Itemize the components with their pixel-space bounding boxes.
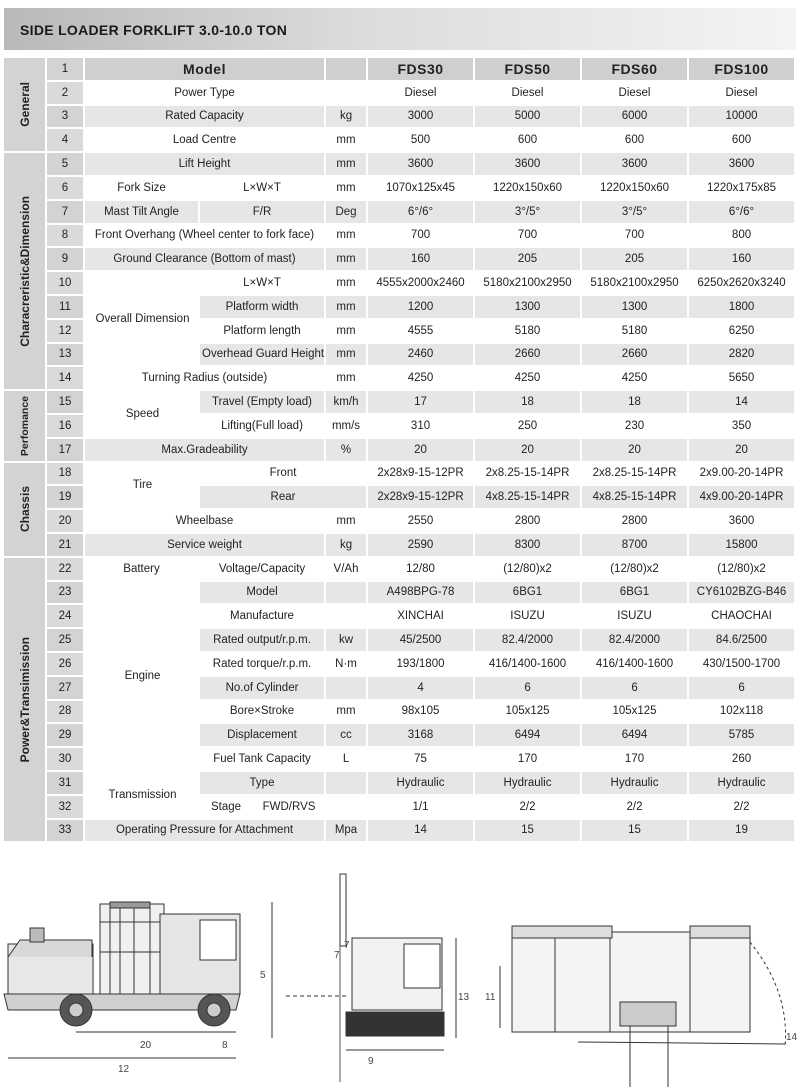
value-cell: 350 — [689, 415, 796, 439]
row-sublabel: Manufacture — [200, 605, 326, 629]
value-cell: Hydraulic — [475, 772, 582, 796]
row-sublabel: Type — [200, 772, 326, 796]
value-cell: 15800 — [689, 534, 796, 558]
value-cell: 6494 — [475, 724, 582, 748]
value-cell: 1070x125x45 — [368, 177, 475, 201]
category-characteristic: Characreristic&Dimension — [4, 153, 47, 391]
row-operating-pressure — [4, 820, 796, 844]
value-cell: 15 — [582, 820, 689, 844]
row-number: 21 — [47, 534, 85, 558]
value-cell: 2x28x9-15-12PR — [368, 463, 475, 487]
dim-height: 5 — [260, 970, 266, 981]
header-model-fds100: FDS100 — [689, 58, 796, 82]
value-cell: 4x8.25-15-14PR — [582, 486, 689, 510]
row-number: 30 — [47, 748, 85, 772]
row-unit — [326, 796, 368, 820]
dim-guard: 13 — [458, 992, 470, 1003]
value-cell: 17 — [368, 391, 475, 415]
value-cell: 1220x150x60 — [582, 177, 689, 201]
row-sublabel: Overhead Guard Height — [200, 344, 326, 368]
row-unit: mm — [326, 177, 368, 201]
value-cell: CHAOCHAI — [689, 605, 796, 629]
row-overall-dimension — [4, 272, 796, 296]
row-service-weight — [4, 534, 796, 558]
row-wheelbase — [4, 510, 796, 534]
row-unit: Deg — [326, 201, 368, 225]
header-model-label: Model — [85, 58, 326, 82]
category-power: Power&Transimission — [4, 558, 47, 844]
row-label: Front Overhang (Wheel center to fork face) — [85, 225, 326, 249]
value-cell: 3600 — [689, 510, 796, 534]
value-cell: 75 — [368, 748, 475, 772]
category-general: General — [4, 58, 47, 153]
row-lift-height — [4, 153, 796, 177]
row-unit: mm — [326, 510, 368, 534]
value-cell: 205 — [582, 248, 689, 272]
row-number: 15 — [47, 391, 85, 415]
value-cell: 160 — [689, 248, 796, 272]
row-label: Service weight — [85, 534, 326, 558]
value-cell: 4x9.00-20-14PR — [689, 486, 796, 510]
value-cell: 20 — [689, 439, 796, 463]
row-battery — [4, 558, 796, 582]
value-cell: 230 — [582, 415, 689, 439]
row-number: 31 — [47, 772, 85, 796]
row-number: 8 — [47, 225, 85, 249]
row-number: 17 — [47, 439, 85, 463]
row-label: Turning Radius (outside) — [85, 367, 326, 391]
value-cell: 5180 — [582, 320, 689, 344]
row-power-type — [4, 82, 796, 106]
value-cell: 98x105 — [368, 701, 475, 725]
value-cell: 6000 — [582, 106, 689, 130]
row-unit: kg — [326, 534, 368, 558]
row-number: 27 — [47, 677, 85, 701]
value-cell: 193/1800 — [368, 653, 475, 677]
value-cell: 2590 — [368, 534, 475, 558]
value-cell: 600 — [475, 129, 582, 153]
value-cell: 102x118 — [689, 701, 796, 725]
row-label: Tire — [85, 463, 200, 511]
row-load-centre — [4, 129, 796, 153]
value-cell: 170 — [475, 748, 582, 772]
document-title: SIDE LOADER FORKLIFT 3.0-10.0 TON — [20, 22, 288, 38]
row-number: 20 — [47, 510, 85, 534]
header-unit — [326, 58, 368, 82]
value-cell: 800 — [689, 225, 796, 249]
category-chassis: Chassis — [4, 463, 47, 558]
value-cell: 700 — [475, 225, 582, 249]
row-sublabel: No.of Cylinder — [200, 677, 326, 701]
value-cell: 416/1400-1600 — [582, 653, 689, 677]
value-cell: 3168 — [368, 724, 475, 748]
value-cell: 500 — [368, 129, 475, 153]
dim-tilt-a: 7 — [334, 950, 340, 961]
row-unit: mm — [326, 344, 368, 368]
header-model-fds50: FDS50 — [475, 58, 582, 82]
value-cell: 1300 — [475, 296, 582, 320]
row-number: 33 — [47, 820, 85, 844]
row-sublabel: Travel (Empty load) — [200, 391, 326, 415]
row-unit: mm — [326, 153, 368, 177]
row-sublabel: Platform width — [200, 296, 326, 320]
value-cell: 4555 — [368, 320, 475, 344]
row-front-overhang — [4, 225, 796, 249]
value-cell: 6°/6° — [689, 201, 796, 225]
top-view-drawing — [485, 926, 798, 1087]
value-cell: 5650 — [689, 367, 796, 391]
value-cell: 2660 — [475, 344, 582, 368]
value-cell: 3°/5° — [582, 201, 689, 225]
row-number: 25 — [47, 629, 85, 653]
row-label: Load Centre — [85, 129, 326, 153]
value-cell: 5180x2100x2950 — [582, 272, 689, 296]
row-unit — [326, 677, 368, 701]
row-speed-travel — [4, 391, 796, 415]
value-cell: 416/1400-1600 — [475, 653, 582, 677]
value-cell: 84.6/2500 — [689, 629, 796, 653]
drawing-canvas — [0, 862, 800, 1091]
value-cell: 600 — [582, 129, 689, 153]
value-cell: 18 — [582, 391, 689, 415]
row-sublabel: Lifting(Full load) — [200, 415, 326, 439]
row-sublabel-2: FWD/RVS — [254, 796, 326, 820]
value-cell: 4 — [368, 677, 475, 701]
row-sublabel: Fuel Tank Capacity — [200, 748, 326, 772]
row-unit: mm — [326, 367, 368, 391]
row-turning-radius — [4, 367, 796, 391]
row-sublabel: Rated output/r.p.m. — [200, 629, 326, 653]
value-cell: (12/80)x2 — [475, 558, 582, 582]
row-number: 22 — [47, 558, 85, 582]
value-cell: 6°/6° — [368, 201, 475, 225]
row-label: Lift Height — [85, 153, 326, 177]
row-unit: mm — [326, 296, 368, 320]
row-number: 5 — [47, 153, 85, 177]
row-number: 1 — [47, 58, 85, 82]
technical-drawings — [0, 862, 800, 1091]
value-cell: 82.4/2000 — [475, 629, 582, 653]
row-unit: L — [326, 748, 368, 772]
row-transmission-type — [4, 772, 796, 796]
row-label: Wheelbase — [85, 510, 326, 534]
title-banner — [4, 8, 796, 50]
row-label: Transmission — [85, 772, 200, 820]
value-cell: 3600 — [582, 153, 689, 177]
row-unit: mm — [326, 129, 368, 153]
value-cell: Diesel — [689, 82, 796, 106]
value-cell: 5785 — [689, 724, 796, 748]
row-label: Rated Capacity — [85, 106, 326, 130]
value-cell: 3600 — [689, 153, 796, 177]
value-cell: 45/2500 — [368, 629, 475, 653]
row-sublabel: Stage — [200, 796, 254, 820]
row-number: 6 — [47, 177, 85, 201]
row-unit: km/h — [326, 391, 368, 415]
value-cell: 5000 — [475, 106, 582, 130]
value-cell: 2x28x9-15-12PR — [368, 486, 475, 510]
row-number: 4 — [47, 129, 85, 153]
row-sublabel: Bore×Stroke — [200, 701, 326, 725]
row-number: 14 — [47, 367, 85, 391]
row-sublabel: Voltage/Capacity — [200, 558, 326, 582]
value-cell: (12/80)x2 — [689, 558, 796, 582]
value-cell: 430/1500-1700 — [689, 653, 796, 677]
value-cell: 8300 — [475, 534, 582, 558]
row-unit: % — [326, 439, 368, 463]
value-cell: 205 — [475, 248, 582, 272]
value-cell: 2460 — [368, 344, 475, 368]
value-cell: 2800 — [582, 510, 689, 534]
value-cell: 105x125 — [582, 701, 689, 725]
value-cell: A498BPG-78 — [368, 582, 475, 606]
value-cell: 105x125 — [475, 701, 582, 725]
row-label: Power Type — [85, 82, 326, 106]
row-sublabel: F/R — [200, 201, 326, 225]
row-label: Mast Tilt Angle — [85, 201, 200, 225]
row-number: 9 — [47, 248, 85, 272]
header-row — [4, 58, 796, 82]
value-cell: 4250 — [582, 367, 689, 391]
row-sublabel: Rated torque/r.p.m. — [200, 653, 326, 677]
row-tire-front — [4, 463, 796, 487]
value-cell: 160 — [368, 248, 475, 272]
row-label: Engine — [85, 582, 200, 772]
value-cell: 6BG1 — [582, 582, 689, 606]
value-cell: 4250 — [368, 367, 475, 391]
value-cell: Hydraulic — [582, 772, 689, 796]
row-number: 24 — [47, 605, 85, 629]
row-number: 28 — [47, 701, 85, 725]
value-cell: Diesel — [368, 82, 475, 106]
dim-wheelbase: 20 — [140, 1040, 152, 1051]
value-cell: 82.4/2000 — [582, 629, 689, 653]
row-mast-tilt — [4, 201, 796, 225]
value-cell: 2x9.00-20-14PR — [689, 463, 796, 487]
row-label: Fork Size — [85, 177, 200, 201]
front-view-drawing — [260, 874, 470, 1082]
value-cell: 5180x2100x2950 — [475, 272, 582, 296]
row-label: Ground Clearance (Bottom of mast) — [85, 248, 326, 272]
row-unit — [326, 772, 368, 796]
value-cell: 1/1 — [368, 796, 475, 820]
dim-radius: 14 — [786, 1032, 798, 1043]
value-cell: 12/80 — [368, 558, 475, 582]
value-cell: 600 — [689, 129, 796, 153]
header-model-fds60: FDS60 — [582, 58, 689, 82]
row-number: 3 — [47, 106, 85, 130]
value-cell: 700 — [582, 225, 689, 249]
value-cell: 2660 — [582, 344, 689, 368]
value-cell: 6 — [475, 677, 582, 701]
value-cell: 1200 — [368, 296, 475, 320]
row-number: 19 — [47, 486, 85, 510]
value-cell: 2/2 — [475, 796, 582, 820]
value-cell: 4x8.25-15-14PR — [475, 486, 582, 510]
row-number: 18 — [47, 463, 85, 487]
value-cell: 20 — [475, 439, 582, 463]
value-cell: ISUZU — [475, 605, 582, 629]
value-cell: 18 — [475, 391, 582, 415]
row-unit: mm — [326, 701, 368, 725]
value-cell: 4250 — [475, 367, 582, 391]
value-cell: 19 — [689, 820, 796, 844]
row-unit: mm — [326, 248, 368, 272]
value-cell: 1800 — [689, 296, 796, 320]
value-cell: 20 — [582, 439, 689, 463]
row-unit: kg — [326, 106, 368, 130]
value-cell: 2/2 — [582, 796, 689, 820]
row-fork-size — [4, 177, 796, 201]
value-cell: Hydraulic — [368, 772, 475, 796]
value-cell: 6 — [689, 677, 796, 701]
category-performance: Perfomance — [4, 391, 47, 462]
row-number: 32 — [47, 796, 85, 820]
row-label: Max.Gradeability — [85, 439, 326, 463]
row-label: Battery — [85, 558, 200, 582]
row-number: 16 — [47, 415, 85, 439]
value-cell: 14 — [368, 820, 475, 844]
row-sublabel: L×W×T — [200, 272, 326, 296]
row-unit: kw — [326, 629, 368, 653]
value-cell: (12/80)x2 — [582, 558, 689, 582]
value-cell: 4555x2000x2460 — [368, 272, 475, 296]
value-cell: XINCHAI — [368, 605, 475, 629]
row-label: Operating Pressure for Attachment — [85, 820, 326, 844]
row-unit: mm/s — [326, 415, 368, 439]
row-sublabel: L×W×T — [200, 177, 326, 201]
value-cell: 1300 — [582, 296, 689, 320]
value-cell: 1220x150x60 — [475, 177, 582, 201]
value-cell: 310 — [368, 415, 475, 439]
value-cell: 3600 — [475, 153, 582, 177]
value-cell: 6250x2620x3240 — [689, 272, 796, 296]
value-cell: ISUZU — [582, 605, 689, 629]
value-cell: 2x8.25-15-14PR — [582, 463, 689, 487]
spec-table — [4, 58, 796, 843]
row-number: 23 — [47, 582, 85, 606]
value-cell: 2800 — [475, 510, 582, 534]
dim-overhang: 8 — [222, 1040, 228, 1051]
value-cell: 3600 — [368, 153, 475, 177]
value-cell: 6494 — [582, 724, 689, 748]
value-cell: 10000 — [689, 106, 796, 130]
value-cell: 14 — [689, 391, 796, 415]
value-cell: 15 — [475, 820, 582, 844]
value-cell: 260 — [689, 748, 796, 772]
row-unit: Mpa — [326, 820, 368, 844]
row-number: 29 — [47, 724, 85, 748]
row-unit: mm — [326, 320, 368, 344]
value-cell: 700 — [368, 225, 475, 249]
row-number: 12 — [47, 320, 85, 344]
dim-tilt-b: 7 — [344, 940, 350, 951]
row-label: Speed — [85, 391, 200, 439]
row-unit — [326, 605, 368, 629]
dim-length: 12 — [118, 1064, 130, 1075]
row-max-gradeability — [4, 439, 796, 463]
row-number: 7 — [47, 201, 85, 225]
row-engine-model — [4, 582, 796, 606]
row-number: 13 — [47, 344, 85, 368]
row-sublabel: Front — [200, 463, 368, 487]
row-number: 26 — [47, 653, 85, 677]
row-unit: mm — [326, 272, 368, 296]
value-cell: 6250 — [689, 320, 796, 344]
value-cell: 250 — [475, 415, 582, 439]
row-number: 11 — [47, 296, 85, 320]
value-cell: Diesel — [582, 82, 689, 106]
row-unit: V/Ah — [326, 558, 368, 582]
value-cell: Hydraulic — [689, 772, 796, 796]
row-rated-capacity — [4, 106, 796, 130]
value-cell: Diesel — [475, 82, 582, 106]
value-cell: 3000 — [368, 106, 475, 130]
value-cell: 1220x175x85 — [689, 177, 796, 201]
value-cell: CY6102BZG-B46 — [689, 582, 796, 606]
value-cell: 6 — [582, 677, 689, 701]
value-cell: 2550 — [368, 510, 475, 534]
value-cell: 2820 — [689, 344, 796, 368]
dim-width: 9 — [368, 1056, 374, 1067]
row-unit: mm — [326, 225, 368, 249]
row-ground-clearance — [4, 248, 796, 272]
value-cell: 3°/5° — [475, 201, 582, 225]
row-sublabel: Model — [200, 582, 326, 606]
row-number: 2 — [47, 82, 85, 106]
row-unit: N·m — [326, 653, 368, 677]
value-cell: 170 — [582, 748, 689, 772]
side-view-drawing — [4, 902, 240, 1075]
row-number: 10 — [47, 272, 85, 296]
value-cell: 2x8.25-15-14PR — [475, 463, 582, 487]
value-cell: 8700 — [582, 534, 689, 558]
row-sublabel: Platform length — [200, 320, 326, 344]
value-cell: 5180 — [475, 320, 582, 344]
value-cell: 20 — [368, 439, 475, 463]
value-cell: 6BG1 — [475, 582, 582, 606]
value-cell: 2/2 — [689, 796, 796, 820]
header-model-fds30: FDS30 — [368, 58, 475, 82]
dim-platform: 11 — [485, 992, 496, 1003]
row-unit: cc — [326, 724, 368, 748]
row-sublabel: Displacement — [200, 724, 326, 748]
row-label: Overall Dimension — [85, 272, 200, 367]
row-unit — [326, 582, 368, 606]
row-sublabel: Rear — [200, 486, 368, 510]
row-unit — [326, 82, 368, 106]
